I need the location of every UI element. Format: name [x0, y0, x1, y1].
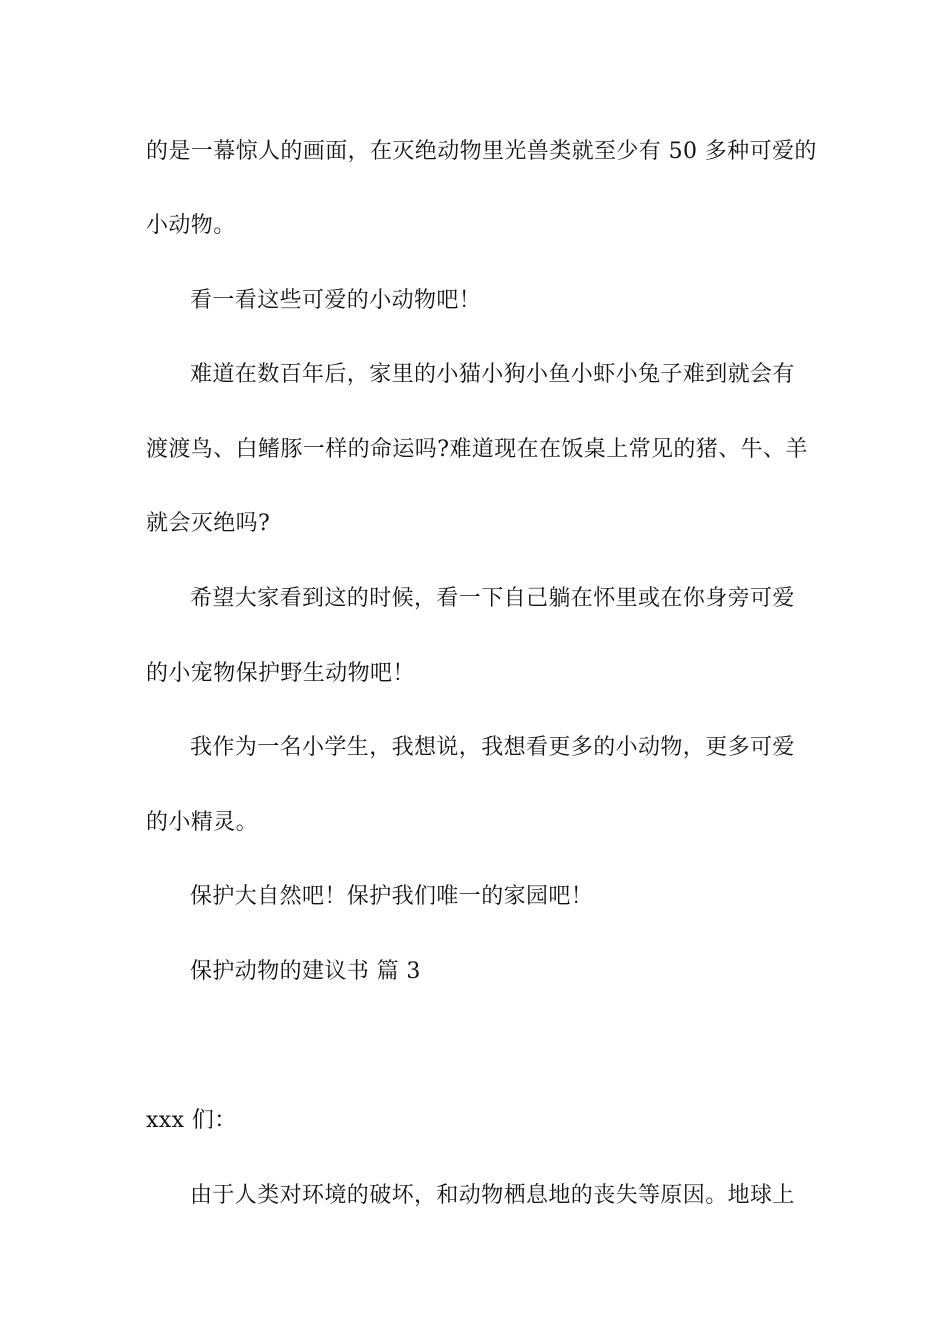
section-heading: 保护动物的建议书 篇 3 [190, 959, 421, 984]
paragraph-line: 希望大家看到这的时候，看一下自己躺在怀里或在你身旁可爱 [190, 586, 795, 611]
text-line: 小动物。 [146, 213, 236, 238]
text-line: 的是一幕惊人的画面，在灭绝动物里光兽类就至少有 50 多种可爱的 [146, 139, 817, 164]
paragraph-line: 难道在数百年后，家里的小猫小狗小鱼小虾小兔子难到就会有 [190, 362, 795, 387]
text-line: 渡渡鸟、白鳍豚一样的命运吗?难道现在在饭桌上常见的猪、牛、羊 [146, 437, 808, 462]
text-line: 就会灭绝吗? [146, 511, 271, 536]
paragraph-line: 由于人类对环境的破坏，和动物栖息地的丧失等原因。地球上 [190, 1183, 795, 1208]
text-line: 的小精灵。 [146, 810, 259, 835]
paragraph-line: 保护大自然吧！保护我们唯一的家园吧！ [190, 884, 594, 909]
text-line: 的小宠物保护野生动物吧！ [146, 661, 415, 686]
paragraph-line: 看一看这些可爱的小动物吧！ [190, 288, 482, 313]
paragraph-line: 我作为一名小学生，我想说，我想看更多的小动物，更多可爱 [190, 735, 795, 760]
salutation: xxx 们： [146, 1108, 237, 1133]
